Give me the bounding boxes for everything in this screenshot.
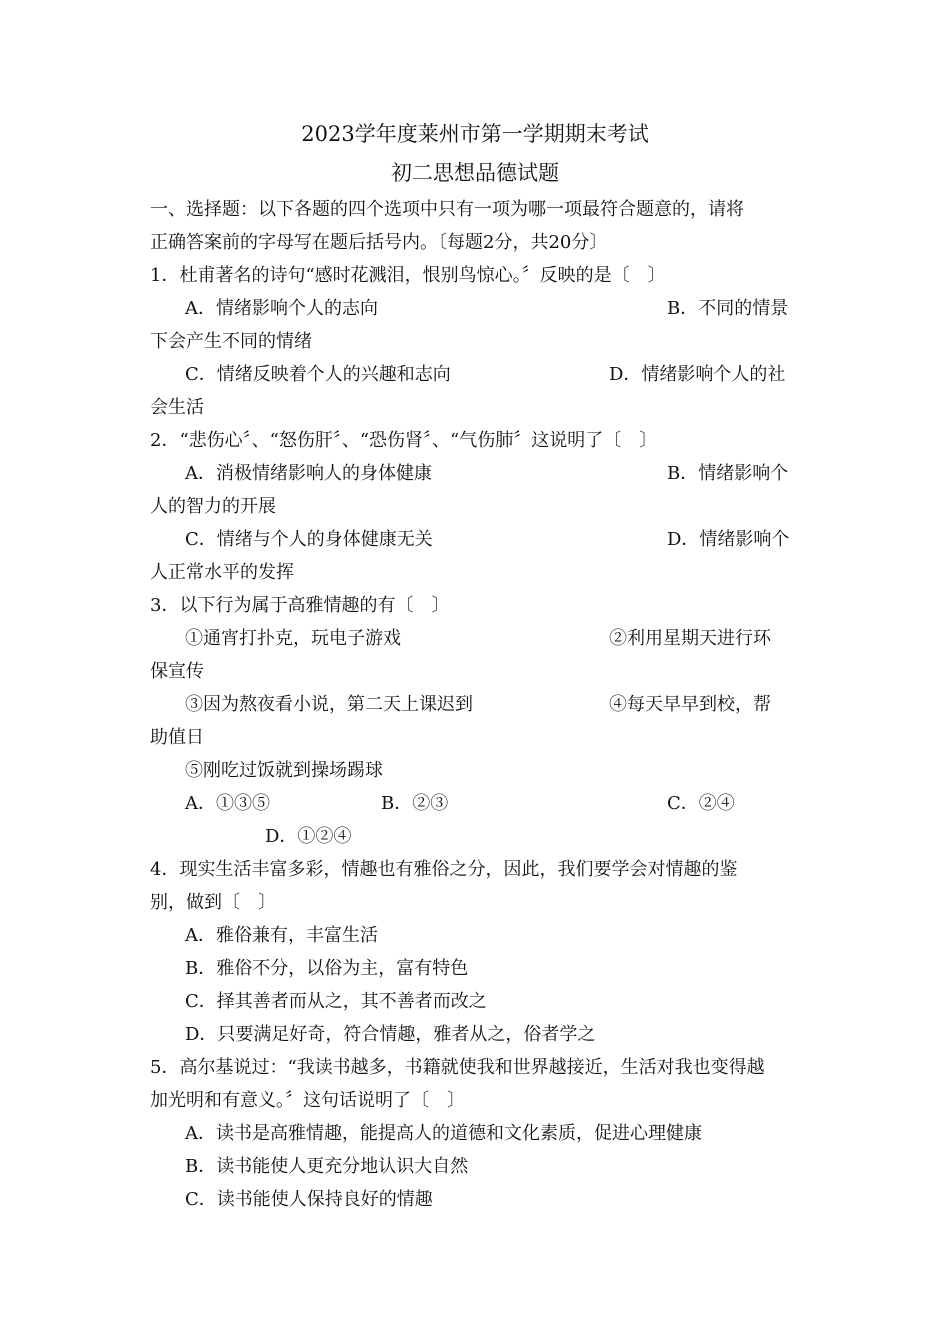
question-2-option-b: B．情绪影响个 bbox=[667, 463, 789, 484]
question-4-option-b: B．雅俗不分，以俗为主，富有特色 bbox=[185, 958, 469, 979]
question-5-option-c: C．读书能使人保持良好的情趣 bbox=[185, 1189, 433, 1210]
question-1-option-b-cont: 下会产生不同的情绪 bbox=[150, 331, 312, 352]
question-2-option-b-cont: 人的智力的开展 bbox=[150, 496, 276, 517]
question-2-option-d: D．情绪影响个 bbox=[667, 529, 790, 550]
exam-title: 2023学年度莱州市第一学期期末考试 bbox=[301, 122, 649, 146]
question-4-stem-line2: 别，做到〔 〕 bbox=[150, 892, 276, 913]
question-5-option-a: A．读书是高雅情趣，能提高人的道德和文化素质，促进心理健康 bbox=[185, 1123, 702, 1144]
question-2-option-c: C．情绪与个人的身体健康无关 bbox=[185, 529, 433, 550]
question-4-option-c: C．择其善者而从之，其不善者而改之 bbox=[185, 991, 487, 1012]
question-3-item-4-cont: 助值日 bbox=[150, 727, 204, 748]
question-1-option-a: A．情绪影响个人的志向 bbox=[185, 298, 378, 319]
question-3-item-5: ⑤刚吃过饭就到操场踢球 bbox=[185, 760, 383, 781]
question-2-option-d-cont: 人正常水平的发挥 bbox=[150, 562, 294, 583]
question-3-item-2-cont: 保宣传 bbox=[150, 661, 204, 682]
question-1-option-c: C．情绪反映着个人的兴趣和志向 bbox=[185, 364, 451, 385]
question-1-stem: 1．杜甫著名的诗句“感时花溅泪，恨别鸟惊心。〞反映的是〔 〕 bbox=[150, 265, 666, 286]
question-3-item-1: ①通宵打扑克，玩电子游戏 bbox=[185, 628, 401, 649]
question-3-option-c: C．②④ bbox=[667, 793, 735, 814]
question-4-stem-line1: 4．现实生活丰富多彩，情趣也有雅俗之分，因此，我们要学会对情趣的鉴 bbox=[150, 859, 738, 880]
question-1-option-b: B．不同的情景 bbox=[667, 298, 789, 319]
question-4-option-a: A．雅俗兼有，丰富生活 bbox=[185, 925, 378, 946]
question-3-option-a: A．①③⑤ bbox=[185, 793, 270, 814]
question-2-option-a: A．消极情绪影响人的身体健康 bbox=[185, 463, 432, 484]
section-instructions-line1: 一、选择题：以下各题的四个选项中只有一项为哪一项最符合题意的，请将 bbox=[150, 199, 744, 220]
question-3-item-4: ④每天早早到校，帮 bbox=[609, 694, 771, 715]
section-instructions-line2: 正确答案前的字母写在题后括号内。〔每题2分，共20分〕 bbox=[150, 232, 608, 253]
question-5-option-b: B．读书能使人更充分地认识大自然 bbox=[185, 1156, 469, 1177]
question-4-option-d: D．只要满足好奇，符合情趣，雅者从之，俗者学之 bbox=[185, 1024, 596, 1045]
question-3-option-d: D．①②④ bbox=[265, 826, 352, 847]
question-3-item-2: ②利用星期天进行环 bbox=[609, 628, 771, 649]
question-3-item-3: ③因为熬夜看小说，第二天上课迟到 bbox=[185, 694, 473, 715]
question-3-option-b: B．②③ bbox=[381, 793, 449, 814]
question-3-stem: 3．以下行为属于高雅情趣的有〔 〕 bbox=[150, 595, 450, 616]
question-2-stem: 2．“悲伤心〞、“怒伤肝〞、“恐伤肾〞、“气伤肺〞这说明了〔 〕 bbox=[150, 430, 658, 451]
exam-subtitle: 初二思想品德试题 bbox=[391, 161, 559, 185]
question-1-option-d: D．情绪影响个人的社 bbox=[609, 364, 786, 385]
question-5-stem-line2: 加光明和有意义。〞这句话说明了〔 〕 bbox=[150, 1090, 465, 1111]
question-5-stem-line1: 5．高尔基说过：“我读书越多，书籍就使我和世界越接近，生活对我也变得越 bbox=[150, 1057, 765, 1078]
question-1-option-d-cont: 会生活 bbox=[150, 397, 204, 418]
